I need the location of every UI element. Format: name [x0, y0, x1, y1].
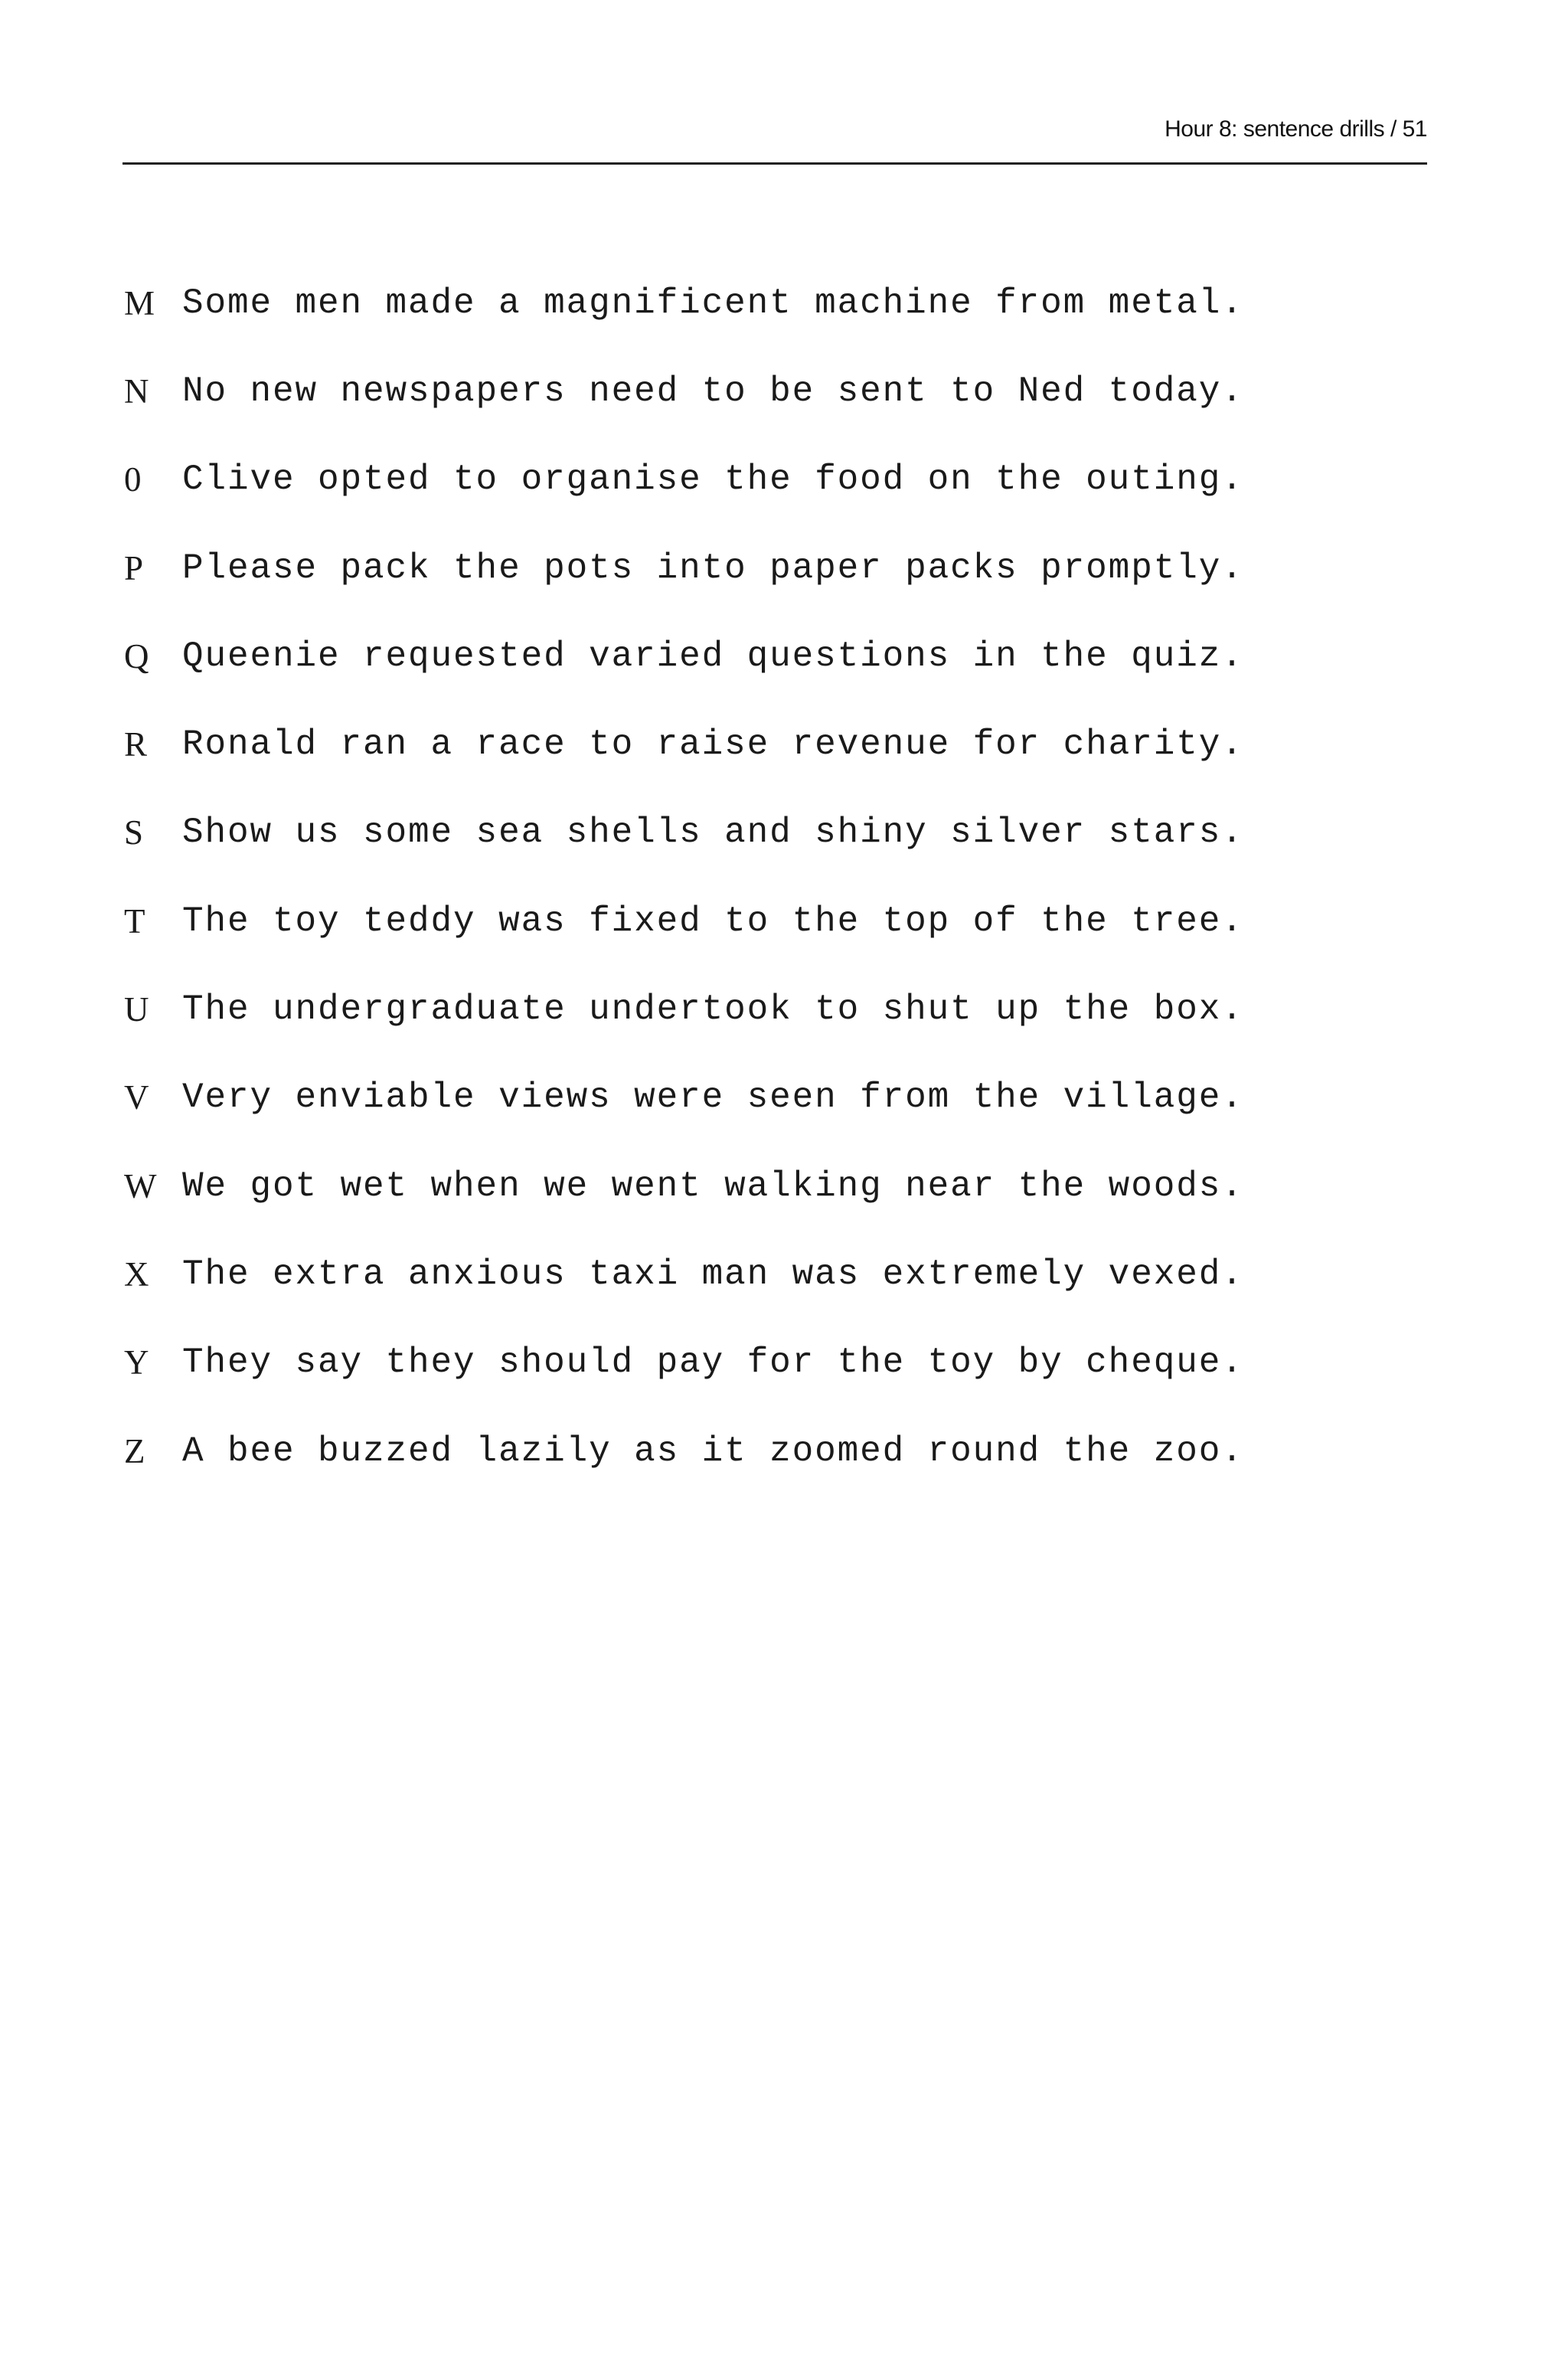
drill-item [124, 1407, 1244, 1495]
running-head: Hour 8: sentence drills / 51 [1165, 116, 1427, 142]
drill-letter: V [124, 1078, 149, 1117]
header-rule [122, 162, 1427, 165]
drill-letter: W [124, 1166, 157, 1205]
drill-letter: P [124, 548, 144, 587]
drill-item [124, 259, 1244, 347]
drill-letter: X [124, 1254, 149, 1293]
drill-letter: U [124, 990, 149, 1029]
drill-item [124, 700, 1244, 788]
drill-sentence: Clive opted to organise the food on the outing. [182, 459, 1244, 500]
drill-sentence: The extra anxious taxi man was extremely vexed. [182, 1254, 1244, 1294]
drill-letter: R [124, 725, 148, 764]
drill-item [124, 789, 1244, 877]
drill-sentence: The toy teddy was fixed to the top of the tree. [182, 901, 1244, 941]
drill-letter: Y [124, 1343, 149, 1382]
drill-item [124, 436, 1244, 524]
drill-item [124, 1230, 1244, 1318]
drill-sentence: They say they should pay for the toy by cheque. [182, 1342, 1244, 1383]
drill-sentence: Some men made a magnificent machine from metal. [182, 283, 1244, 323]
drill-item [124, 877, 1244, 965]
drill-item [124, 347, 1244, 435]
drill-sentence: Please pack the pots into paper packs promptly. [182, 548, 1244, 588]
drill-letter: Q [124, 636, 149, 675]
drill-sentence: A bee buzzed lazily as it zoomed round the zoo. [182, 1431, 1244, 1471]
drill-item [124, 1142, 1244, 1230]
drill-item [124, 965, 1244, 1053]
drill-sentence: We got wet when we went walking near the woods. [182, 1166, 1244, 1206]
drill-sentence: No new newspapers need to be sent to Ned today. [182, 371, 1244, 411]
drill-letter: M [124, 283, 155, 322]
drill-item [124, 612, 1244, 700]
drill-sentence: The undergraduate undertook to shut up the box. [182, 989, 1244, 1030]
drill-sentence: Queenie requested varied questions in the quiz. [182, 636, 1244, 676]
drill-letter: T [124, 901, 145, 940]
drill-sentence: Very enviable views were seen from the village. [182, 1078, 1244, 1118]
drill-letter: S [124, 813, 144, 852]
drill-item [124, 1054, 1244, 1142]
drill-letter: Z [124, 1431, 145, 1470]
drill-letter: 0 [124, 460, 142, 499]
drill-item [124, 1319, 1244, 1407]
drill-letter: N [124, 371, 149, 410]
sentence-drill-list [124, 259, 1244, 1495]
drill-item [124, 524, 1244, 612]
drill-sentence: Ronald ran a race to raise revenue for charity. [182, 724, 1244, 765]
drill-sentence: Show us some sea shells and shiny silver stars. [182, 813, 1244, 853]
